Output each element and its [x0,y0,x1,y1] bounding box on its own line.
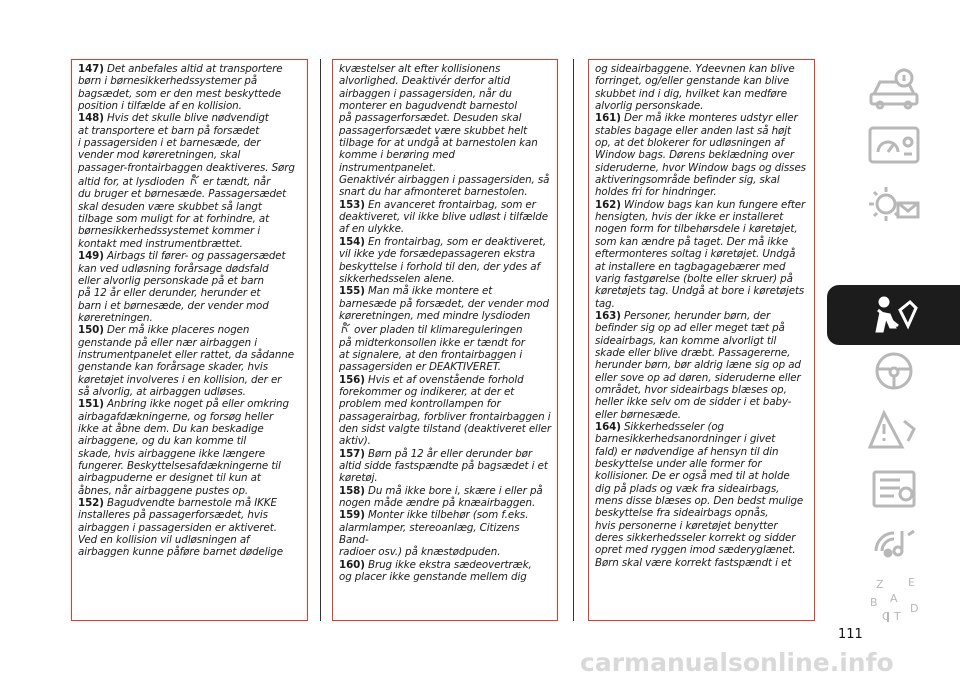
svg-text:T: T [893,610,901,622]
note-number: 150) [78,324,104,337]
multimedia-icon [864,521,924,567]
climate-sun-icon [864,181,924,227]
note-number: 149) [78,250,104,263]
column-divider-1 [320,59,321,621]
paragraph: 152) Bagudvendte barnestole må IKKE installeres på passagerforsædet, hvis airbaggen i passagersiden er aktiveret. Ved en kollision vil udløsningen af airbaggen kunne påføre barnet dødelige [78,497,283,559]
note-number: 163) [595,309,621,322]
note-number: 148) [78,112,104,125]
note-number: 153) [339,198,365,211]
passenger-airbag-off-icon [339,322,351,334]
note-number: 159) [339,509,365,522]
note-number: 162) [595,198,621,211]
alphabetical-index-icon [864,576,924,622]
chapter-tabs [827,59,960,621]
paragraph: 153) En avanceret frontairbag, som er deaktiveret, vil ikke blive udløst i tilfælde af en ulykke. [339,198,548,236]
paragraph: kvæstelser alt efter kollisionens alvorlighed. Deaktivér derfor altid airbaggen i passagersiden, når du monterer en bagudvendt barnestol på passagerforsædet. Desuden skal passagerforsædet være skubbet helt tilbage for at undgå at barnestolen kan komme i berøring med instrumentpanelet. Genaktivér airbaggen i passagersiden, så snart du har afmonteret barnestolen. [339,63,550,199]
note-number: 160) [339,558,365,571]
paragraph: 149) Airbags til fører- og passagersædet kan ved udløsning forårsage dødsfald eller alvorlig personskade på et barn på 12 år eller derunder, herunder et barn i et børnesæde, der vender mod køreretningen. [78,250,286,324]
paragraph: 147) Det anbefales altid at transportere børn i børnesikkerhedssystemer på bagsædet, som er den mest beskyttede position i tilfælde af en kollision. [78,63,283,113]
car-info-icon [864,66,924,112]
paragraph: 160) Brug ikke ekstra sædeovertræk, og placer ikke genstande mellem dig [339,558,532,584]
passenger-airbag-off-icon [188,174,200,186]
note-number: 158) [339,484,365,497]
tab-car-info[interactable] [827,59,960,119]
paragraph: 148) Hvis det skulle blive nødvendigt at transportere et barn på forsædet i passagersiden i et barnesæde, der vender mod køreretningen, skal passager-frontairbaggen deaktiveres. Sørg altid for, at lysdioden er tændt, når du bruger et børnesæde. Passagersædet skal desuden være skubbet så langt tilbage som muligt for at forhindre, at børnesikkerhedssystemet kommer i kontakt med instrumentbrættet. [78,112,295,250]
paragraph: 150) Der må ikke placeres nogen genstande på eller nær airbaggen i instrumentpanelet eller rattet, da sådanne genstande kan forårsage skader, hvis køretøjet involveres i en kollision, der er så alvorlig, at airbaggen udløses. [78,324,294,398]
dashboard-lights-icon [864,122,924,168]
note-number: 147) [78,63,104,75]
note-number: 157) [339,447,365,460]
paragraph: 164) Sikkerhedsseler (og barnesikkerhedsanordninger i givet fald) er nødvendige af hensyn til din beskyttelse under alle former for kollisioner. De er også med til at holde dig på plads og væk fra sideairbags, mens disse blæses op. Den bedst mulige beskyttelse fra sideairbags opnås, hvis personerne i køretøjet benytter deres sikkerhedsseler korrekt og sidder opret med ryggen imod sæderyglænet. Børn skal være korrekt fastspændt i et [595,420,804,569]
paragraph: 156) Hvis et af ovenstående forhold forekommer og indikerer, at der et problem med kontrollampen for passagerairbag, forbliver frontairbaggen i den sidst valgte tilstand (deaktiveret eller aktiv). [339,373,551,448]
note-number: 151) [78,398,104,411]
column-divider-2 [573,59,574,621]
tab-steering[interactable] [827,341,960,401]
paragraph: 163) Personer, herunder børn, der befinder sig op ad eller meget tæt på sideairbags, kan komme alvorligt til skade eller blive dræbt. Passagererne, herunder børn, bør aldrig læne sig op ad eller sove op ad døren, sideruderne eller området, hvor sideairbags blæses op, heller ikke selv om de sidder i et baby- eller børnesæde. [595,309,801,421]
paragraph: 162) Window bags kan kun fungere efter hensigten, hvis der ikke er installeret nogen form for tilbehørsdele i køretøjet, som kan ændre på taget. Der må ikke eftermonteres soltag i køretøjet. Undgå at installere en tagbagagebærer med varig fastgørelse (bolte eller skruer) på køretøjets tag. Undgå at bore i køretøjets tag. [595,198,806,310]
note-number: 156) [339,373,365,386]
tab-index[interactable] [827,569,960,629]
note-number: 164) [595,420,621,433]
paragraph: 154) En frontairbag, som er deaktiveret, vil ikke yde forsædepassageren ekstra beskyttelse i forhold til den, der ydes af sikkerhedsselen alene. [339,235,547,285]
paragraph: 157) Børn på 12 år eller derunder bør altid sidde fastspændte på bagsædet i et køretøj. [339,447,548,485]
paragraph: 151) Anbring ikke noget på eller omkring airbagafdækningerne, og forsøg heller ikke at åbne dem. Du kan beskadige airbaggene, og du kan komme til skade, hvis airbaggene ikke længere fungerer. Beskyttelsesafdækningerne til airbagpuderne er designet til kun at åbnes, når airbaggene pustes op. [78,398,289,497]
steering-wheel-icon [864,348,924,394]
safety-airbag-icon [864,292,924,338]
text-column-2 [332,59,558,621]
watermark: carmanualsonline.info [580,648,894,677]
paragraph: og sideairbaggene. Ydeevnen kan blive forringet, og/eller genstande kan blive skubbet ind i dig, hvilket kan medføre alvorlig personskade. [595,63,795,113]
paragraph: 155) Man må ikke montere et barnesæde på forsædet, der vender mod køreretningen, med mindre lysdioden over pladen til klimareguleringen på midterkonsollen ikke er tændt for at signalere, at den frontairbaggen i passagersiden er DEAKTIVERET. [339,285,549,374]
note-number: 161) [595,112,621,125]
text-column-3 [588,59,815,621]
text-column-1 [71,59,308,621]
tab-safety[interactable] [827,285,960,345]
paragraph: 158) Du må ikke bore i, skære i eller på nogen måde ændre på knæairbaggen. [339,484,543,510]
maintenance-tools-icon [864,466,924,512]
paragraph: 159) Monter ikke tilbehør (som f.eks. alarmlamper, stereoanlæg, Citizens Band- radioer osv.) på knæstødpuden. [339,509,529,559]
note-number: 154) [339,235,365,248]
paragraph: 161) Der må ikke monteres udstyr eller stables bagage eller anden last så højt op, at det blokerer for udløsningen af Window bags. Dørens beklædning over sideruderne, hvor Window bags og disses aktiveringsområde befinder sig, skal holdes fri for hindringer. [595,112,806,199]
svg-text:E: E [907,576,915,589]
svg-text:Z: Z [875,578,884,591]
note-number: 155) [339,285,365,298]
tab-specifications[interactable] [827,514,960,574]
tab-climate[interactable] [827,174,960,234]
svg-text:B: B [869,596,878,609]
warning-triangle-icon [864,407,924,453]
svg-text:A: A [889,592,898,605]
tab-maintenance[interactable] [827,459,960,519]
note-number: 152) [78,497,104,510]
svg-text:C: C [881,610,890,622]
page-number: 111 [838,627,863,642]
svg-text:D: D [909,602,918,615]
tab-emergency[interactable] [827,400,960,460]
tab-dashboard[interactable] [827,115,960,175]
